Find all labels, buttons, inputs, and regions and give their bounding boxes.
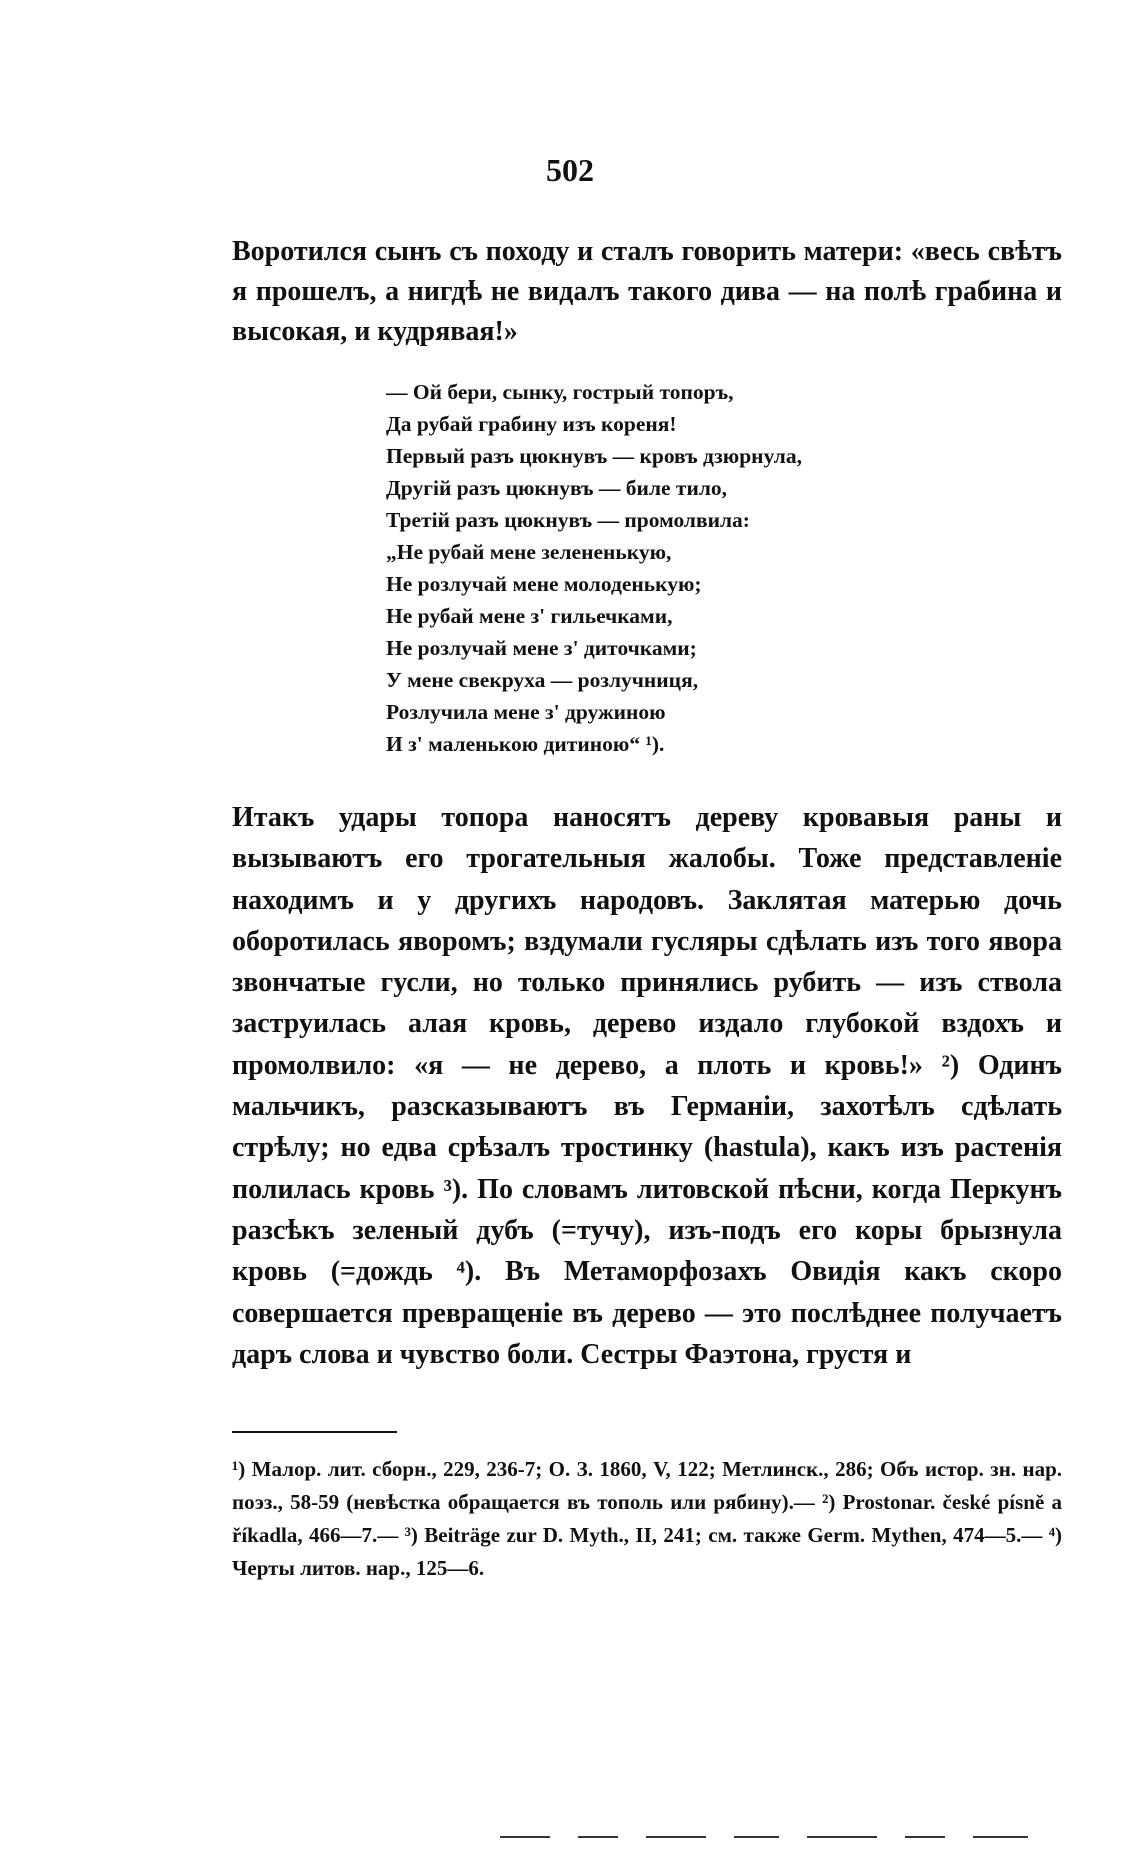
verse-line: Другій разъ цюкнувъ — биле тило, <box>386 476 728 500</box>
scan-edge-marks <box>500 1836 1060 1840</box>
verse-line: „Не рубай мене зелененькую, <box>386 540 672 564</box>
page-number: 502 <box>546 152 594 188</box>
paragraph-intro: Воротился сынъ съ походу и сталъ говорить матери: «весь свѣтъ я прошелъ, а нигдѣ не видалъ такого дива — на полѣ грабина и высокая, и кудрявая!» <box>232 236 1062 347</box>
verse-block <box>386 376 1006 760</box>
verse-line: Не розлучай мене молоденькую; <box>386 572 702 596</box>
verse-line: У мене свекруха — розлучниця, <box>386 668 699 692</box>
paragraph-main: Итакъ удары топора наносятъ дереву кровавыя раны и вызываютъ его трогательныя жалобы. Тоже представленіе находимъ и у другихъ народовъ. Заклятая матерью дочь оборотилась яворомъ; вздумали гусляры сдѣлать изъ того явора звончатые гусли, но только принялись рубить — изъ ствола заструилась алая кровь, дерево издало глубокой вздохъ и промолвило: «я — не дерево, а плоть и кровь!» ²) Одинъ мальчикъ, разсказываютъ въ Германіи, захотѣлъ сдѣлать стрѣлу; но едва срѣзалъ тростинку (hastula), какъ изъ растенія полилась кровь ³). По словамъ литовской пѣсни, когда Перкунъ разсѣкъ зеленый дубъ (=тучу), изъ-подъ его коры брызнула кровь (=дождь ⁴). Въ Метаморфозахъ Овидія какъ скоро совершается превращеніе въ дерево — это послѣднее получаетъ даръ слова и чувство боли. Сестры Фаэтона, грустя и <box>232 802 1062 1370</box>
verse-line: Да рубай грабину изъ кореня! <box>386 412 677 436</box>
verse-line: Третій разъ цюкнувъ — промолвила: <box>386 508 750 532</box>
footnotes: ¹) Малор. лит. сборн., 229, 236-7; О. З. 1860, V, 122; Метлинск., 286; Объ истор. зн. нар. поэз., 58-59 (невѣстка обращается въ тополь или рябину).— ²) Prostonar. české písně a říkadla, 466—7.— ³) Beiträge zur D. Myth., II, 241; см. также Germ. Mythen, 474—5.— ⁴) Черты литов. нар., 125—6. <box>232 1457 1062 1580</box>
footnote-divider <box>232 1431 397 1433</box>
verse-line: — Ой бери, сынку, гострый топоръ, <box>386 380 734 404</box>
verse-line: Не рубай мене з' гильечками, <box>386 604 673 628</box>
verse-line: Первый разъ цюкнувъ — кровъ дзюрнула, <box>386 444 802 468</box>
verse-line: Розлучила мене з' дружиною <box>386 700 666 724</box>
verse-line: Не розлучай мене з' диточками; <box>386 636 697 660</box>
verse-line: И з' маленькою дитиною“ ¹). <box>386 732 665 756</box>
